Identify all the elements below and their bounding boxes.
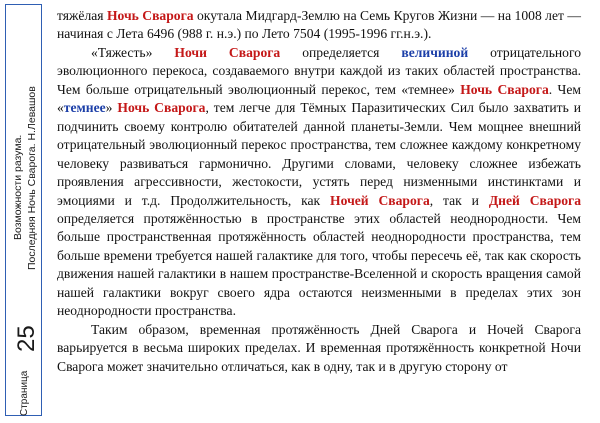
book-title: Возможности разума. <box>12 134 24 240</box>
page-number: 25 <box>13 325 40 352</box>
text: , так и <box>429 192 489 208</box>
paragraph-3 <box>57 321 581 376</box>
book-subtitle: Последняя Ночь Сварога. Н.Левашов <box>26 86 38 270</box>
highlight-term: Ночь Сварога <box>106 8 194 23</box>
text: отрицательного эволюционного перекоса, создаваемого внутри каждой из таких областей пространства. Чем больше отрицательный эволюционный перекос, тем «темнее» <box>57 44 581 97</box>
emphasis-term: темнее <box>63 100 106 116</box>
highlight-term: Ночей Сварога <box>330 192 430 208</box>
text: определяется протяжённостью в пространстве этих областей неоднородности. Чем больше пространственная протяжённость областей неоднородности пространства, тем больше времени требуется нашей галактике для того, чтобы пересечь её, так как скорость движения нашей галактики в нашем пространстве-Вселенной и скорость вращения самой нашей галактики вокруг своего ядра остаются неизменными в пределах этих зон неоднородности пространства. <box>57 210 581 319</box>
text: » <box>105 100 118 116</box>
text: . Чем « <box>57 81 581 116</box>
text: тяжёлая <box>57 8 107 23</box>
highlight-term: Ночи Сварога <box>174 44 281 60</box>
highlight-term: Ночь Сварога <box>460 81 549 97</box>
emphasis-term: величиной <box>401 44 469 60</box>
paragraph-1 <box>57 7 581 44</box>
page-label: Страница <box>19 370 30 416</box>
highlight-term: Ночь Сварога <box>117 100 206 116</box>
text: «Тяжесть» <box>91 44 175 60</box>
text: определяется <box>280 44 402 60</box>
sidebar <box>0 0 50 423</box>
page-content <box>57 7 581 376</box>
text: , тем легче для Тёмных Паразитических Сил было захватить и подчинить своему контролю обитателей данной планеты-Земли. Чем мощнее внешний отрицательный эволюционный перекос пространства, тем сложнее каждому конкретному человеку развиваться гармонично. Другими словами, человеку сложнее избежать проявления агрессивности, жестокости, устять перед низменными инстинктами и эмоциями и т.д. Продолжительность, как <box>57 100 581 208</box>
highlight-term: Дней Сварога <box>488 192 582 208</box>
text: Таким образом, временная протяжённость Дней Сварога и Ночей Сварога варьируется в весьма широких пределах. И временная протяжённость конкретной Ночи Сварога может значительно отличаться, как в одну, так и в другую сторону от <box>57 321 581 374</box>
paragraph-2 <box>57 44 581 321</box>
text: окутала Мидгард-Землю на Семь Кругов Жизни — на 1008 лет — начиная с Лета 6496 (988 г. н.э.) по Лето 7504 (1995-1996 гг.н.э.). <box>57 8 581 42</box>
